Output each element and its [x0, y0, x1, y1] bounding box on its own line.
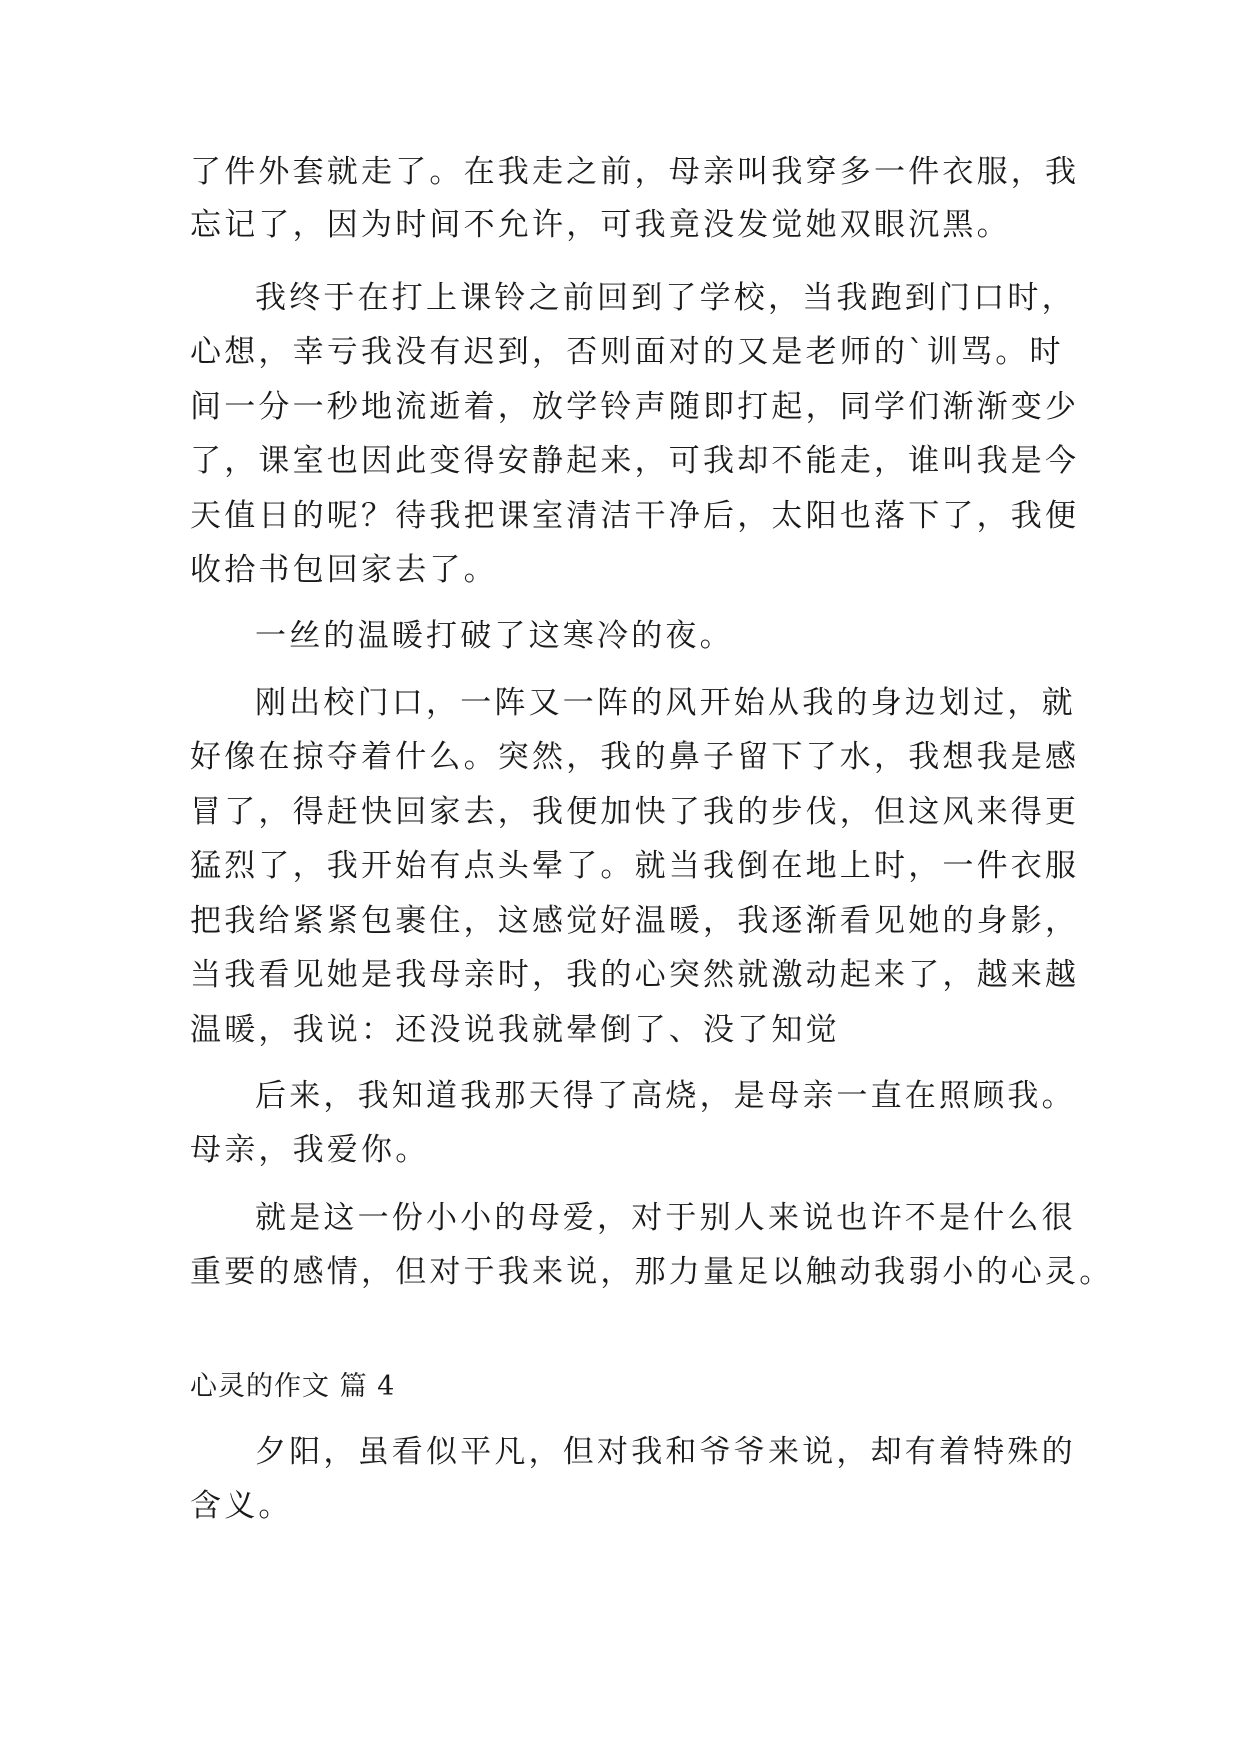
- text-line: 忘记了，因为时间不允许，可我竟没发觉她双眼沉黑。: [190, 207, 1011, 243]
- text-line: 一丝的温暖打破了这寒冷的夜。: [255, 618, 734, 654]
- text-line: 含义。: [190, 1488, 293, 1524]
- text-line: 冒了，得赶快回家去，我便加快了我的步伐，但这风来得更: [190, 794, 1080, 830]
- text-line: 就是这一份小小的母爱，对于别人来说也许不是什么很: [255, 1200, 1076, 1236]
- text-line: 了，课室也因此变得安静起来，可我却不能走，谁叫我是今: [190, 443, 1080, 479]
- text-line: 母亲，我爱你。: [190, 1132, 430, 1168]
- text-line: 重要的感情，但对于我来说，那力量足以触动我弱小的心灵。: [190, 1254, 1114, 1290]
- text-line: 把我给紧紧包裹住，这感觉好温暖，我逐渐看见她的身影，: [190, 903, 1080, 939]
- section-heading: 心灵的作文 篇 4: [190, 1371, 396, 1402]
- text-line: 心想，幸亏我没有迟到，否则面对的又是老师的`训骂。时: [190, 334, 1064, 370]
- text-line: 夕阳，虽看似平凡，但对我和爷爷来说，却有着特殊的: [255, 1434, 1076, 1470]
- text-line: 猛烈了，我开始有点头晕了。就当我倒在地上时，一件衣服: [190, 848, 1080, 884]
- text-line: 温暖，我说：还没说我就晕倒了、没了知觉: [190, 1012, 840, 1048]
- text-line: 我终于在打上课铃之前回到了学校，当我跑到门口时，: [255, 280, 1076, 316]
- text-line: 天值日的呢？待我把课室清洁干净后，太阳也落下了，我便: [190, 498, 1080, 534]
- text-line: 间一分一秒地流逝着，放学铃声随即打起，同学们渐渐变少: [190, 389, 1080, 425]
- text-line: 收拾书包回家去了。: [190, 552, 498, 588]
- text-line: 当我看见她是我母亲时，我的心突然就激动起来了，越来越: [190, 957, 1080, 993]
- text-line: 后来，我知道我那天得了高烧，是母亲一直在照顾我。: [255, 1078, 1076, 1114]
- text-line: 刚出校门口，一阵又一阵的风开始从我的身边划过，就: [255, 685, 1076, 721]
- text-line: 好像在掠夺着什么。突然，我的鼻子留下了水，我想我是感: [190, 739, 1080, 775]
- text-line: 了件外套就走了。在我走之前，母亲叫我穿多一件衣服，我: [190, 154, 1080, 190]
